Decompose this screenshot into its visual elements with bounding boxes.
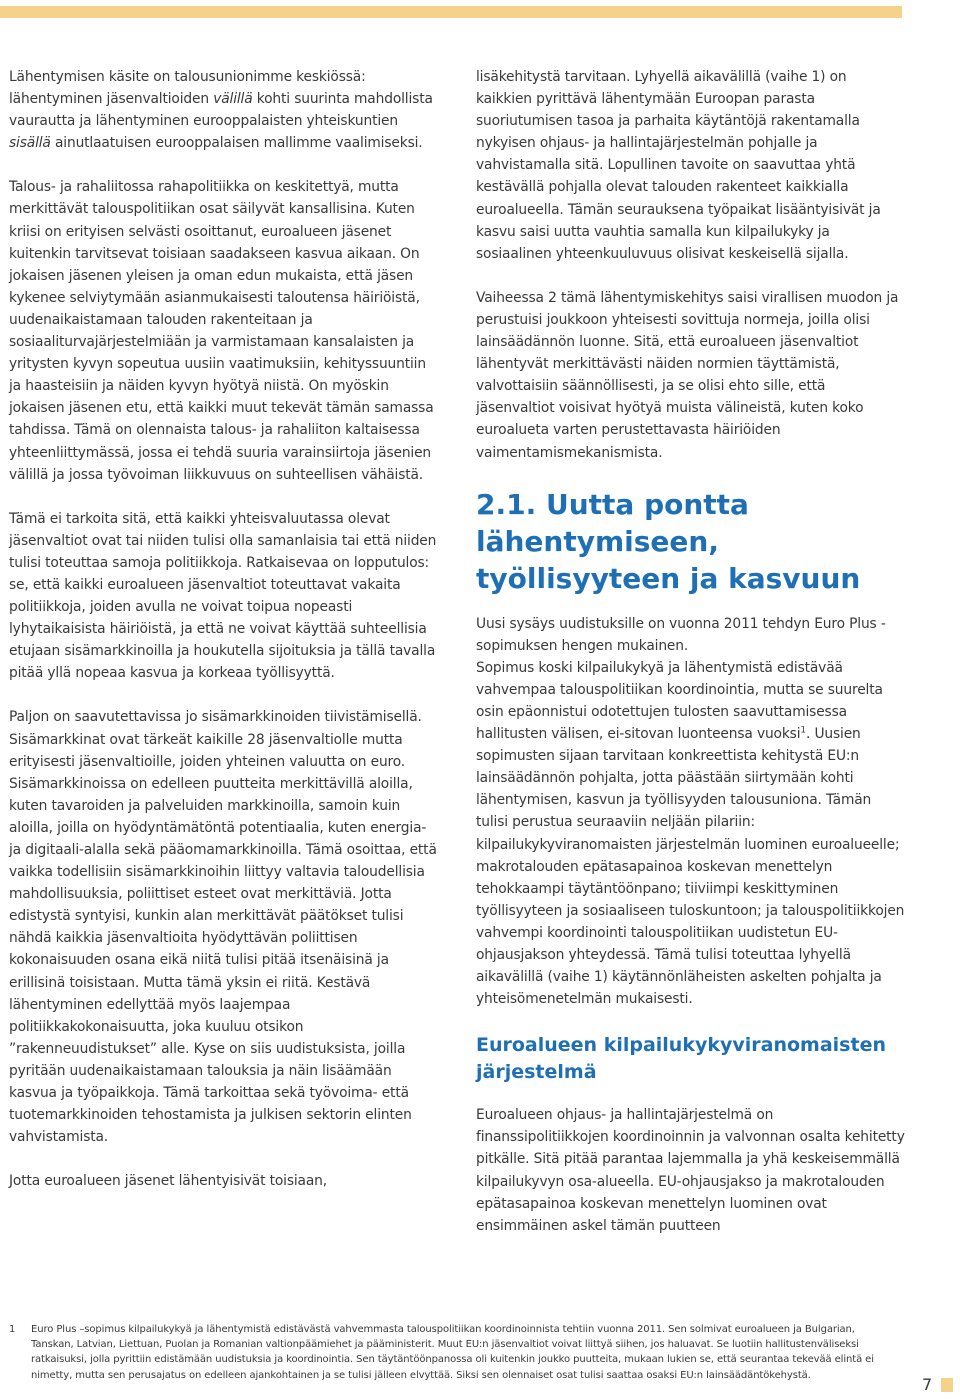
footnote-reference: 1 [800,725,806,736]
top-accent-bar [0,6,902,18]
right-paragraph-5: Euroalueen ohjaus- ja hallintajärjestelmä on finanssipolitiikkojen koordinoinnin ja valvonnan osalta kehitetty pitkälle. Sitä pitää parantaa lajemmalla ja yhä keskeisemmällä kilpailukyvyn osa-alueella. EU-ohjausjakso ja makrotalouden epätasapainoa koskevan menettelyn luominen ovat ensimmäinen askel tämän puutteen [476,1107,905,1234]
subsection-heading: Euroalueen kilpailukykyviranomaisten järjestelmä [476,1034,886,1084]
left-paragraph-2: Talous- ja rahaliitossa rahapolitiikka on keskitettyä, mutta merkittävät talouspolitiikan osat säilyvät kansallisina. Kuten kriisi on erityisen selvästi osoittanut, euroalueen jäsenet kuitenkin tarvitsevat toisiaan saadakseen kasvua aikaan. On jokaisen jäsenen yleisen ja oman edun mukaista, että jäsen kykenee selviytymään asianmukaisesti taloutensa häiriöistä, uudenaikaistamaan talouden rakenteitaan ja sosiaaliturvajärjestelmiään ja varmistamaan kansalaisten ja yritysten kyvyn sopeutua uusiin vaatimuksiin, kehityssuuntiin ja haasteisiin ja näiden kyvyn hyötyä niistä. On myöskin jokaisen jäsenen etu, että kaikki muut tekevät tämän samassa tahdissa. Tämä on olennaista talous- ja rahaliiton kaltaisessa yhteenliittymässä, jossa ei tehdä suuria varainsiirtoja jäsenien välillä ja jossa työvoiman liikkuvuus on suhteellisen vähäistä. [9,179,434,483]
left-paragraph-3: Tämä ei tarkoita sitä, että kaikki yhteisvaluutassa olevat jäsenvaltiot ovat tai niiden tulisi olla samanlaisia tai että niiden tulisi toteuttaa samoja politiikkoja. Ratkaisevaa on lopputulos: se, että kaikki euroalueen jäsenvaltiot toteuttavat vakaita politiikkoja, joiden avulla ne voivat toipua nopeasti lyhytaikaisista häiriöistä, ja että ne voivat käyttää suhteellisia etujaan sisämarkkinoilla ja houkutella sijoituksia ja tällä tavalla pitää yllä nopeaa kasvua ja korkeaa työllisyyttä. [9,510,437,682]
footnote-number: 1 [9,1324,16,1335]
section-heading: 2.1. Uutta pontta lähentymiseen, työllisyyteen ja kasvuun [476,487,861,595]
left-paragraph-1: Lähentymisen käsite on talousunionimme keskiössä: lähentyminen jäsenvaltioiden välillä kohti suurinta mahdollista vaurautta ja lähentyminen eurooppalaisten yhteiskuntien sisällä ainutlaatuisen eurooppalaisen mallimme vaalimiseksi. [9,69,433,152]
right-column [476,66,906,1237]
left-column [9,66,441,1192]
right-paragraph-2: Vaiheessa 2 tämä lähentymiskehitys saisi virallisen muodon ja perustuisi joukkoon yhteisesti sovittuja normeja, joilla olisi lainsäädännön luonne. Sitä, että euroalueen jäsenvaltiot lähentyvät merkittävästi näiden normien täyttämistä, valvottaisiin säännöllisesti, ja se olisi ehto sille, että jäsenvaltiot voisivat hyötyä muista välineistä, kuten koko euroalueta varten perustettavasta häiriöiden vaimentamismekanismista. [476,289,899,461]
right-paragraph-4: Sopimus koski kilpailukykyä ja lähentymistä edistävää vahvempaa talouspolitiikan koordinointia, mutta se suurelta osin epäonnistui odotettujen tulosten saavuttamisessa hallitusten välisen, ei-sitovan luonteensa vuoksi$^1$. Uusien sopimusten sijaan tarvitaan konkreettista kehitystä EU:n lainsäädännön pohjalta, jotta päästään siirtymään kohti lähentymisen, kasvun ja työllisyyden talousuniona. Tämän tulisi perustua seuraaviin neljään pilariin: kilpailukykyviranomaisten järjestelmän luominen euroalueelle; makrotalouden epätasapainoa koskevan menettelyn tehokkaampi täytäntöönpano; tiiviimpi keskittyminen työllisyyteen ja sosiaaliseen tuloskuntoon; ja talouspolitiikkojen vahvempi koordinointi talouspolitiikan uudistetun EU-ohjausjakson yhteydessä. Tämä tulisi toteuttaa lyhyellä aikavälillä (vaihe 1) käytännönläheisten askelten pohjalta ja yhteisömenetelmän mukaisesti. [476,659,905,1008]
page-number: 7 [922,1375,933,1394]
footnote [9,1322,899,1383]
right-paragraph-1: lisäkehitystä tarvitaan. Lyhyellä aikavälillä (vaihe 1) on kaikkien pyrittävä lähentymään Euroopan parasta suoriutumisen tasoa ja parhaita käytäntöjä rakentamalla nykyisen ohjaus- ja hallintajärjestelmän pohjalle ja vahvistamalla sitä. Lopullinen tavoite on saavuttaa yhtä kestävällä pohjalla olevat talouden rakenteet kaikkialla euroalueella. Tämän seurauksena työpaikat lisääntyisivät ja kasvu saisi uutta vauhtia samalla kun kilpailukyky ja sosiaalinen yhteenkuuluvuus olisivat keskeisellä sijalla. [476,69,881,262]
page-corner-mark [941,1378,953,1392]
left-paragraph-5: Jotta euroalueen jäsenet lähentyisivät toisiaan, [9,1173,327,1190]
footnote-text: Euro Plus –sopimus kilpailukykyä ja lähentymistä edistävästä vahvemmasta talouspolitiikan koordinoinnista tehtiin vuonna 2011. Sen solmivat euroalueen ja Bulgarian, Tanskan, Latvian, Liettuan, Puolan ja Romanian valtionpäämiehet ja pääministerit. Muut EU:n jäsenvaltiot voivat liittyä siihen, jos haluavat. Se luotiin hallitustenväliseksi ratkaisuksi, jolla pyrittiin edistämään uudistuksia ja koordinointia. Sen täytäntöönpanossa oli kuitenkin joukko puutteita, mukaan lukien se, että seurantaa tekevää elintä ei nimetty, mutta sen perusajatus on edelleen ajankohtainen ja se tulisi jälleen elvyttää. Siksi sen olennaiset osat tulisi saattaa osaksi EU:n lainsäädäntökehystä. [31,1324,874,1381]
right-paragraph-3: Uusi sysäys uudistuksille on vuonna 2011 tehdyn Euro Plus -sopimuksen hengen mukainen. [476,615,886,654]
left-paragraph-4: Paljon on saavutettavissa jo sisämarkkinoiden tiivistämisellä. Sisämarkkinat ovat tärkeät kaikille 28 jäsenvaltiolle mutta erityisesti jäsenvaltioille, joiden yhteinen valuutta on euro. Sisämarkkinoissa on edelleen puutteita merkittävillä aloilla, kuten tavaroiden ja palveluiden markkinoilla, samoin kuin aloilla, joilla on hyödyntämätöntä potentiaalia, kuten energia- ja digitaali-alalla sekä pääomamarkkinoilla. Tämä osoittaa, että vaikka todellisiin sisämarkkinoihin liittyy valtavia taloudellisia mahdollisuuksia, poliittiset esteet ovat merkittäviä. Jotta edistystä syntyisi, kunkin alan merkittävät päätökset tulisi nähdä kaikkia jäsenvaltioita hyödyttävän poliittisen kokonaisuuden osana eikä niitä tulisi pitää itsenäisinä ja erillisinä toisistaan. Mutta tämä yksin ei riitä. Kestävä lähentyminen edellyttää myös laajempaa politiikkakokonaisuutta, joka kuuluu otsikon ”rakenneuudistukset” alle. Kyse on siis uudistuksista, joilla pyritään uudenaikaistamaan talouksia ja näin lisäämään kasvua ja työpaikkoja. Tämä tarkoittaa sekä työvoima- että tuotemarkkinoiden tehostamista ja julkisen sektorin elinten vahvistamista. [9,709,437,1146]
